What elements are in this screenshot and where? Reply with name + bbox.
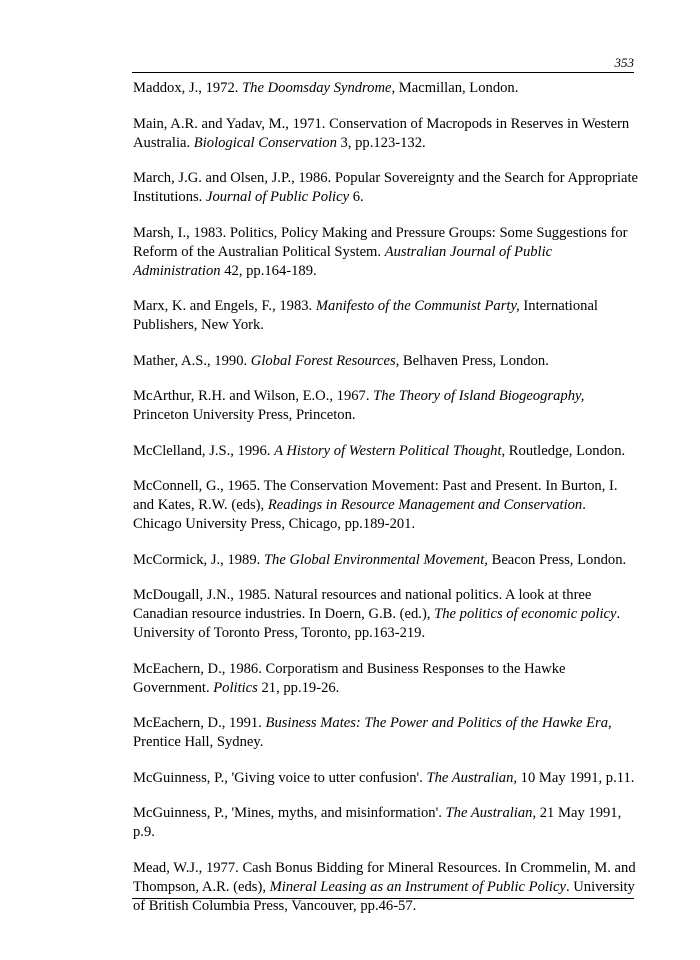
reference-text: Mather, A.S., 1990. [133,352,251,369]
reference-text: McCormick, J., 1989. [133,551,264,568]
header-rule [132,72,634,73]
reference-text: McClelland, J.S., 1996. [133,442,275,459]
reference-entry [133,551,638,570]
reference-list [133,79,638,932]
reference-title: Biological Conservation [193,134,337,151]
reference-title: Politics [213,679,258,696]
reference-publication: Macmillan, London. [395,80,519,96]
footer-rule [132,898,634,899]
reference-text: McGuinness, P., 'Mines, myths, and misinformation'. [133,805,446,821]
reference-text: Main, A.R. and Yadav, M., 1971. Conservation of Macropods in Reserves in Western Australia. [133,115,630,151]
reference-text: Mead, W.J., 1977. Cash Bonus Bidding for Mineral Resources. In Crommelin, M. and Thompson, A.R. (eds), [133,859,636,895]
reference-entry [133,169,638,207]
reference-title: The Australian [445,805,533,821]
reference-title: Business Mates: The Power and Politics of the Hawke Era, [265,715,612,731]
reference-publication: 21, pp.19-26. [257,679,340,696]
reference-title: Journal of Public Policy [205,189,350,205]
reference-text: McDougall, J.N., 1985. Natural resources and national politics. A look at three Canadian resource industries. In Doern, G.B. (ed.), [133,587,592,622]
reference-publication: Routledge, London. [505,442,626,459]
page-number: 353 [614,55,634,70]
reference-text: Maddox, J., 1972. [133,80,243,96]
reference-publication: . University of British Columbia Press, Vancouver, pp.46-57. [133,878,635,914]
reference-publication: , 21 May 1991, p.9. [133,805,622,840]
reference-publication: International Publishers, New York. [133,298,598,333]
reference-title: Mineral Leasing as an Instrument of Public Policy [269,878,566,895]
reference-publication: 6. [349,189,364,205]
reference-text: Marsh, I., 1983. Politics, Policy Making and Pressure Groups: Some Suggestions for Reform of the Australian Political System. [133,224,628,260]
reference-entry [133,224,638,281]
reference-entry [133,115,638,153]
reference-entry [133,660,638,698]
reference-publication: 3, pp.123-132. [336,134,426,151]
reference-entry [133,769,638,788]
reference-title: The politics of economic policy [434,606,617,622]
reference-entry [133,477,638,534]
reference-publication: 42, pp.164-189. [220,262,317,279]
reference-text: McEachern, D., 1991. [133,715,266,731]
reference-publication: . Chicago University Press, Chicago, pp.189-201. [133,497,586,532]
reference-entry [133,586,638,643]
reference-title: The Doomsday Syndrome, [242,80,396,96]
reference-publication: Beacon Press, London. [487,551,627,568]
reference-entry [133,352,638,371]
reference-publication: Belhaven Press, London. [399,352,549,369]
reference-entry [133,859,638,916]
reference-publication: . University of Toronto Press, Toronto, pp.163-219. [133,606,621,641]
reference-text: McConnell, G., 1965. The Conservation Movement: Past and Present. In Burton, I. and Kates, R.W. (eds), [133,478,618,513]
reference-title: A History of Western Political Thought, [274,442,506,459]
reference-publication: Prentice Hall, Sydney. [133,734,264,750]
reference-title: Manifesto of the Communist Party, [315,298,520,314]
reference-title: Australian Journal of Public Administration [133,243,553,279]
reference-entry [133,79,638,98]
reference-publication: Princeton University Press, Princeton. [133,407,356,423]
reference-text: McEachern, D., 1986. Corporatism and Business Responses to the Hawke Government. [133,660,566,696]
reference-text: McArthur, R.H. and Wilson, E.O., 1967. [133,388,374,404]
reference-text: McGuinness, P., 'Giving voice to utter confusion'. [133,769,427,786]
reference-title: Global Forest Resources, [250,352,400,369]
reference-title: The Theory of Island Biogeography, [373,388,585,404]
reference-text: March, J.G. and Olsen, J.P., 1986. Popular Sovereignty and the Search for Appropriate Institutions. [133,170,639,205]
reference-entry [133,442,638,461]
reference-entry [133,714,638,752]
reference-title: Readings in Resource Management and Conservation [267,497,583,513]
reference-text: Marx, K. and Engels, F., 1983. [133,298,316,314]
reference-entry [133,297,638,335]
reference-title: The Global Environmental Movement, [263,551,488,568]
reference-entry [133,387,638,425]
reference-entry [133,804,638,842]
reference-title: The Australian [426,769,514,786]
reference-publication: , 10 May 1991, p.11. [513,769,635,786]
